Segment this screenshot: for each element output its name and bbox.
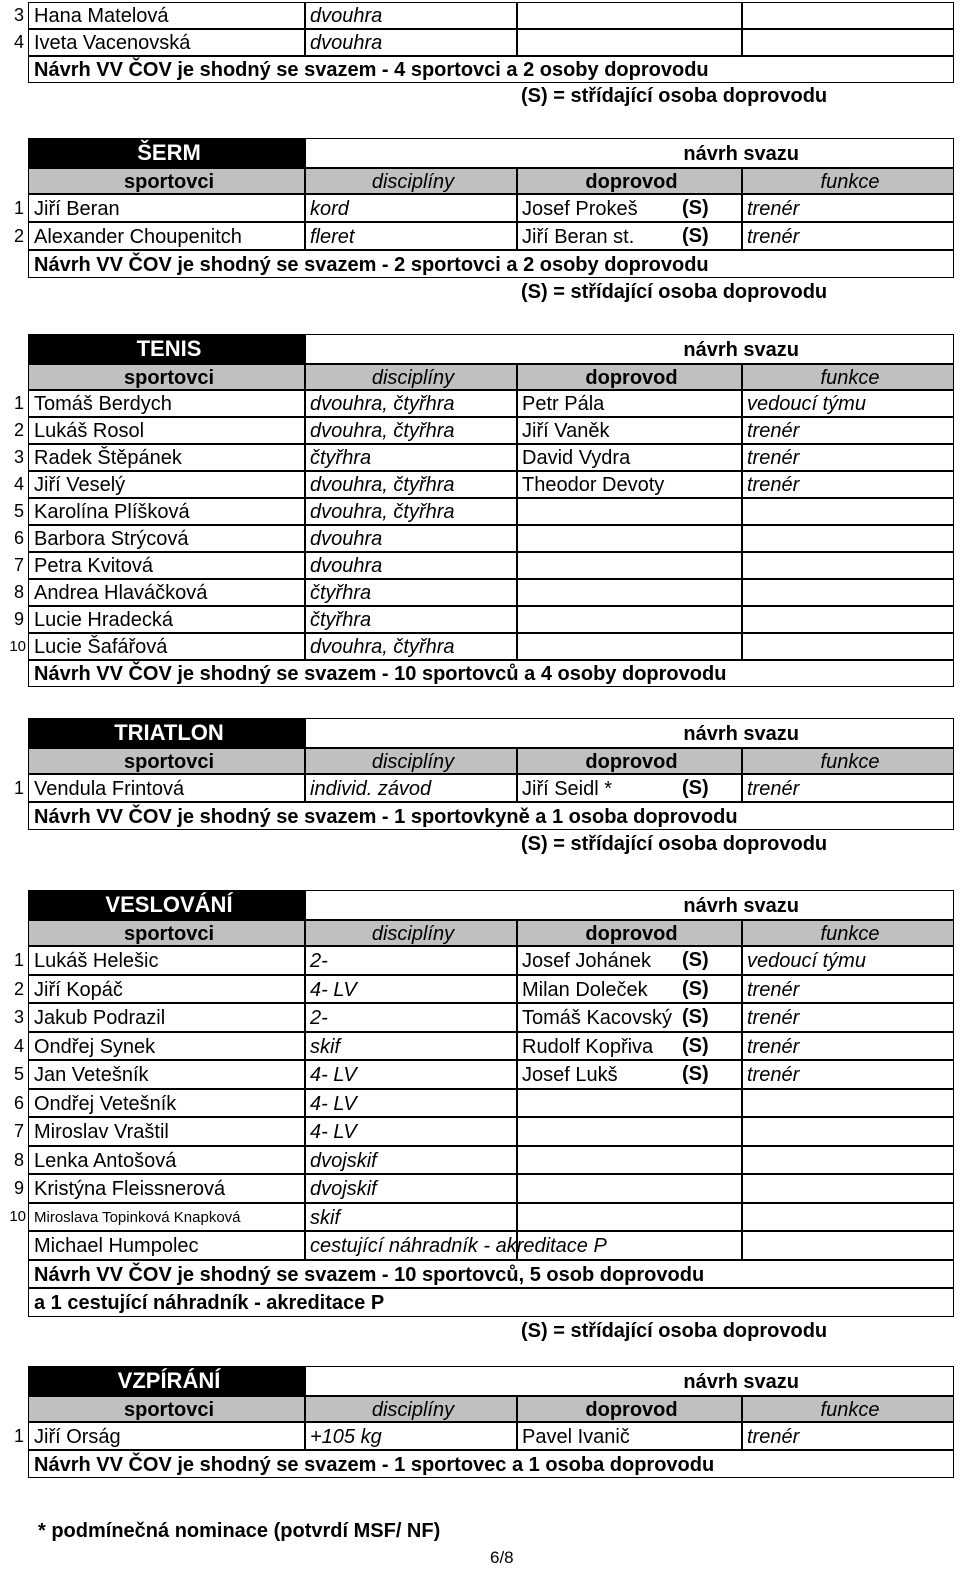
row-number: 2	[13, 420, 24, 440]
table-row	[0, 390, 960, 417]
athlete-name: Andrea Hlaváčková	[28, 579, 305, 606]
discipline: dvojskif	[305, 1146, 517, 1175]
substitute-marker	[682, 552, 742, 579]
footer-note: * podmínečná nominace (potvrdí MSF/ NF)	[38, 1520, 441, 1542]
row-number: 7	[13, 555, 24, 575]
companion-function	[742, 606, 954, 633]
table-row	[0, 1231, 960, 1260]
proposal-label: návrh svazu	[305, 1366, 954, 1396]
row-number: 1	[13, 198, 24, 218]
companion-function	[742, 552, 954, 579]
row-number: 3	[13, 1007, 24, 1027]
companion-name: Josef Lukš	[517, 1060, 742, 1089]
proposal-note-continued: a 1 cestující náhradník - akreditace P	[28, 1288, 954, 1317]
athlete-name: Jakub Podrazil	[28, 1003, 305, 1032]
column-header-row	[0, 920, 960, 946]
companion-name: Petr Pála	[517, 390, 742, 417]
row-number: 3	[13, 5, 24, 25]
table-row	[0, 1174, 960, 1203]
discipline: dvouhra	[305, 29, 517, 56]
substitute-marker	[682, 1089, 742, 1118]
substitute-marker	[682, 390, 742, 417]
function-cell	[742, 29, 954, 56]
athlete-name: Jiří Veselý	[28, 471, 305, 498]
table-row	[0, 606, 960, 633]
table-row	[0, 975, 960, 1004]
companion-cell	[517, 2, 742, 29]
athlete-name: Karolína Plíšková	[28, 498, 305, 525]
col-header-sportovci: sportovci	[28, 920, 305, 946]
companion-function: trenér	[742, 1032, 954, 1061]
companion-function: trenér	[742, 222, 954, 250]
companion-function: trenér	[742, 1422, 954, 1450]
proposal-note: Návrh VV ČOV je shodný se svazem - 10 sportovců a 4 osoby doprovodu	[28, 660, 954, 687]
row-number: 9	[13, 1178, 24, 1198]
row-number: 5	[13, 1064, 24, 1084]
substitute-marker: (S)	[682, 1034, 709, 1057]
companion-name: Rudolf Kopřiva	[517, 1032, 742, 1061]
legend-row	[0, 278, 960, 306]
substitute-marker: (S)	[682, 977, 709, 1000]
proposal-label: návrh svazu	[305, 334, 954, 364]
note-row	[0, 802, 960, 830]
row-number: 9	[13, 609, 24, 629]
table-row	[0, 2, 960, 29]
note-row	[0, 56, 960, 83]
athlete-name: Radek Štěpánek	[28, 444, 305, 471]
row-number: 7	[13, 1121, 24, 1141]
athlete-name: Miroslava Topinková Knapková	[28, 1203, 305, 1232]
section-header	[0, 1366, 960, 1396]
table-row	[0, 498, 960, 525]
substitute-marker: (S)	[682, 225, 709, 247]
athlete-name: Vendula Frintová	[28, 774, 305, 802]
table-row	[0, 29, 960, 56]
row-number: 3	[13, 447, 24, 467]
discipline: dvouhra, čtyřhra	[305, 390, 517, 417]
proposal-note: Návrh VV ČOV je shodný se svazem - 4 sportovci a 2 osoby doprovodu	[28, 56, 954, 83]
table-row	[0, 1117, 960, 1146]
substitute-marker: (S)	[682, 1063, 709, 1085]
page-number: 6/8	[490, 1548, 514, 1567]
discipline: čtyřhra	[305, 579, 517, 606]
col-header-funkce: funkce	[742, 920, 954, 946]
legend-text: (S) = střídající osoba doprovodu	[521, 85, 828, 107]
discipline: +105 kg	[305, 1422, 517, 1450]
discipline: dvouhra, čtyřhra	[305, 471, 517, 498]
substitute-marker	[682, 498, 742, 525]
table-row	[0, 417, 960, 444]
companion-name: David Vydra	[517, 444, 742, 471]
substitute-marker	[682, 633, 742, 660]
companion-function: vedoucí týmu	[742, 946, 954, 975]
legend-text: (S) = střídající osoba doprovodu	[521, 281, 828, 303]
table-row	[0, 1089, 960, 1118]
athlete-name: Ondřej Synek	[28, 1032, 305, 1061]
companion-name: Jiří Beran st.	[517, 222, 742, 250]
substitute-marker	[682, 1422, 742, 1450]
companion-function: trenér	[742, 444, 954, 471]
athlete-name: Lucie Šafářová	[28, 633, 305, 660]
col-header-discipliny: disciplíny	[305, 1396, 517, 1422]
row-number: 6	[13, 528, 24, 548]
table-row	[0, 1422, 960, 1450]
row-number: 10	[9, 638, 26, 655]
col-header-doprovod: doprovod	[517, 1396, 742, 1422]
athlete-name: Hana Matelová	[28, 2, 305, 29]
athlete-name: Michael Humpolec	[28, 1231, 305, 1260]
proposal-note: Návrh VV ČOV je shodný se svazem - 10 sportovců, 5 osob doprovodu	[28, 1260, 954, 1289]
substitute-marker: (S)	[682, 197, 709, 219]
col-header-funkce: funkce	[742, 1396, 954, 1422]
companion-function	[742, 1174, 954, 1203]
substitute-marker	[682, 417, 742, 444]
athlete-name: Lucie Hradecká	[28, 606, 305, 633]
legend-row	[0, 830, 960, 858]
athlete-name: Ondřej Vetešník	[28, 1089, 305, 1118]
athlete-name: Kristýna Fleissnerová	[28, 1174, 305, 1203]
discipline: fleret	[305, 222, 517, 250]
column-header-row	[0, 364, 960, 390]
function-cell	[742, 2, 954, 29]
row-number	[0, 1231, 28, 1260]
athlete-name: Jan Vetešník	[28, 1060, 305, 1089]
substitute-marker	[682, 525, 742, 552]
proposal-note: Návrh VV ČOV je shodný se svazem - 1 sportovkyně a 1 osoba doprovodu	[28, 802, 954, 830]
discipline: dvouhra	[305, 2, 517, 29]
companion-name: Tomáš Kacovský	[517, 1003, 742, 1032]
proposal-label: návrh svazu	[305, 718, 954, 748]
col-header-funkce: funkce	[742, 168, 954, 194]
note-row	[0, 1260, 960, 1289]
companion-function	[742, 1231, 954, 1260]
discipline: 2-	[305, 946, 517, 975]
companion-name: Jiří Seidl *	[517, 774, 742, 802]
athlete-name: Jiří Beran	[28, 194, 305, 222]
section-title: VZPÍRÁNÍ	[28, 1366, 305, 1396]
section-header	[0, 890, 960, 920]
substitute-marker	[682, 1146, 742, 1175]
note-row	[0, 660, 960, 687]
legend-row	[0, 1317, 960, 1345]
discipline: dvouhra, čtyřhra	[305, 498, 517, 525]
table-row	[0, 222, 960, 250]
col-header-discipliny: disciplíny	[305, 168, 517, 194]
col-header-discipliny: disciplíny	[305, 748, 517, 774]
column-header-row	[0, 748, 960, 774]
athlete-name: Lukáš Helešic	[28, 946, 305, 975]
athlete-name: Barbora Strýcová	[28, 525, 305, 552]
discipline: 4- LV	[305, 975, 517, 1004]
discipline: 4- LV	[305, 1089, 517, 1118]
companion-name: Josef Prokeš	[517, 194, 742, 222]
table-row	[0, 633, 960, 660]
discipline: dvouhra	[305, 525, 517, 552]
companion-name: Milan Doleček	[517, 975, 742, 1004]
companion-function	[742, 579, 954, 606]
substitute-marker	[682, 606, 742, 633]
row-number: 1	[13, 393, 24, 413]
substitute-marker: (S)	[682, 949, 709, 971]
section-header	[0, 334, 960, 364]
table-row	[0, 774, 960, 802]
companion-function: trenér	[742, 417, 954, 444]
athlete-name: Lukáš Rosol	[28, 417, 305, 444]
companion-function: trenér	[742, 1060, 954, 1089]
substitute-marker	[682, 444, 742, 471]
discipline: kord	[305, 194, 517, 222]
discipline: skif	[305, 1203, 517, 1232]
athlete-name: Alexander Choupenitch	[28, 222, 305, 250]
discipline: 2-	[305, 1003, 517, 1032]
table-row	[0, 525, 960, 552]
table-row	[0, 1203, 960, 1232]
companion-function: trenér	[742, 774, 954, 802]
note-row	[0, 1450, 960, 1478]
companion-function: trenér	[742, 1003, 954, 1032]
discipline: čtyřhra	[305, 444, 517, 471]
proposal-label: návrh svazu	[305, 138, 954, 168]
table-row	[0, 444, 960, 471]
table-row	[0, 194, 960, 222]
row-number: 8	[13, 582, 24, 602]
substitute-marker	[682, 1231, 742, 1260]
legend-text: (S) = střídající osoba doprovodu	[521, 833, 828, 855]
substitute-marker	[682, 1203, 742, 1232]
row-number: 2	[13, 978, 24, 999]
substitute-marker	[682, 471, 742, 498]
col-header-sportovci: sportovci	[28, 364, 305, 390]
legend-row	[0, 83, 960, 110]
row-number: 1	[13, 950, 24, 970]
col-header-sportovci: sportovci	[28, 168, 305, 194]
athlete-name: Miroslav Vraštil	[28, 1117, 305, 1146]
note-row	[0, 1288, 960, 1317]
section-header	[0, 718, 960, 748]
companion-function: trenér	[742, 975, 954, 1004]
athlete-name: Jiří Kopáč	[28, 975, 305, 1004]
athlete-name: Jiří Orság	[28, 1422, 305, 1450]
table-row	[0, 579, 960, 606]
companion-function: trenér	[742, 194, 954, 222]
discipline: cestující náhradník - akreditace P	[305, 1231, 517, 1260]
discipline: 4- LV	[305, 1117, 517, 1146]
col-header-discipliny: disciplíny	[305, 364, 517, 390]
col-header-doprovod: doprovod	[517, 748, 742, 774]
companion-function	[742, 1203, 954, 1232]
athlete-name: Tomáš Berdych	[28, 390, 305, 417]
companion-name: Josef Johánek	[517, 946, 742, 975]
col-header-sportovci: sportovci	[28, 1396, 305, 1422]
discipline: individ. závod	[305, 774, 517, 802]
proposal-label: návrh svazu	[305, 890, 954, 920]
table-row	[0, 1060, 960, 1089]
row-number: 1	[13, 1426, 24, 1446]
athlete-name: Petra Kvitová	[28, 552, 305, 579]
athlete-name: Iveta Vacenovská	[28, 29, 305, 56]
row-number: 1	[13, 778, 24, 798]
col-header-discipliny: disciplíny	[305, 920, 517, 946]
row-number: 8	[13, 1149, 24, 1170]
row-number: 4	[13, 474, 24, 494]
section-title: TRIATLON	[28, 718, 305, 748]
row-number: 4	[13, 32, 24, 52]
row-number: 10	[9, 1207, 26, 1225]
table-row	[0, 1032, 960, 1061]
note-row	[0, 250, 960, 278]
discipline: čtyřhra	[305, 606, 517, 633]
substitute-marker	[682, 1117, 742, 1146]
section-title: ŠERM	[28, 138, 305, 168]
column-header-row	[0, 168, 960, 194]
substitute-marker: (S)	[682, 777, 709, 799]
proposal-note: Návrh VV ČOV je shodný se svazem - 2 sportovci a 2 osoby doprovodu	[28, 250, 954, 278]
table-row	[0, 552, 960, 579]
table-row	[0, 471, 960, 498]
legend-text: (S) = střídající osoba doprovodu	[521, 1319, 828, 1342]
column-header-row	[0, 1396, 960, 1422]
companion-function: trenér	[742, 471, 954, 498]
col-header-funkce: funkce	[742, 364, 954, 390]
col-header-doprovod: doprovod	[517, 364, 742, 390]
section-title: VESLOVÁNÍ	[28, 890, 305, 920]
col-header-doprovod: doprovod	[517, 168, 742, 194]
row-number: 4	[13, 1035, 24, 1056]
companion-function: vedoucí týmu	[742, 390, 954, 417]
companion-name: Jiří Vaněk	[517, 417, 742, 444]
athlete-name: Lenka Antošová	[28, 1146, 305, 1175]
discipline: dvouhra, čtyřhra	[305, 633, 517, 660]
table-row	[0, 946, 960, 975]
col-header-sportovci: sportovci	[28, 748, 305, 774]
companion-function	[742, 498, 954, 525]
row-number: 5	[13, 501, 24, 521]
table-row	[0, 1146, 960, 1175]
substitute-marker	[682, 579, 742, 606]
companion-function	[742, 1117, 954, 1146]
table-row	[0, 1003, 960, 1032]
substitute-marker: (S)	[682, 1006, 709, 1028]
section-title: TENIS	[28, 334, 305, 364]
companion-name: Theodor Devoty	[517, 471, 742, 498]
companion-function	[742, 525, 954, 552]
discipline: 4- LV	[305, 1060, 517, 1089]
discipline: dvouhra	[305, 552, 517, 579]
companion-function	[742, 633, 954, 660]
row-number: 6	[13, 1092, 24, 1113]
section-header	[0, 138, 960, 168]
companion-name: Pavel Ivanič	[517, 1422, 742, 1450]
col-header-funkce: funkce	[742, 748, 954, 774]
row-number: 2	[13, 226, 24, 246]
discipline: dvouhra, čtyřhra	[305, 417, 517, 444]
companion-cell	[517, 29, 742, 56]
substitute-marker	[682, 1174, 742, 1203]
col-header-doprovod: doprovod	[517, 920, 742, 946]
companion-function	[742, 1089, 954, 1118]
discipline: skif	[305, 1032, 517, 1061]
discipline: dvojskif	[305, 1174, 517, 1203]
companion-function	[742, 1146, 954, 1175]
proposal-note: Návrh VV ČOV je shodný se svazem - 1 sportovec a 1 osoba doprovodu	[28, 1450, 954, 1478]
